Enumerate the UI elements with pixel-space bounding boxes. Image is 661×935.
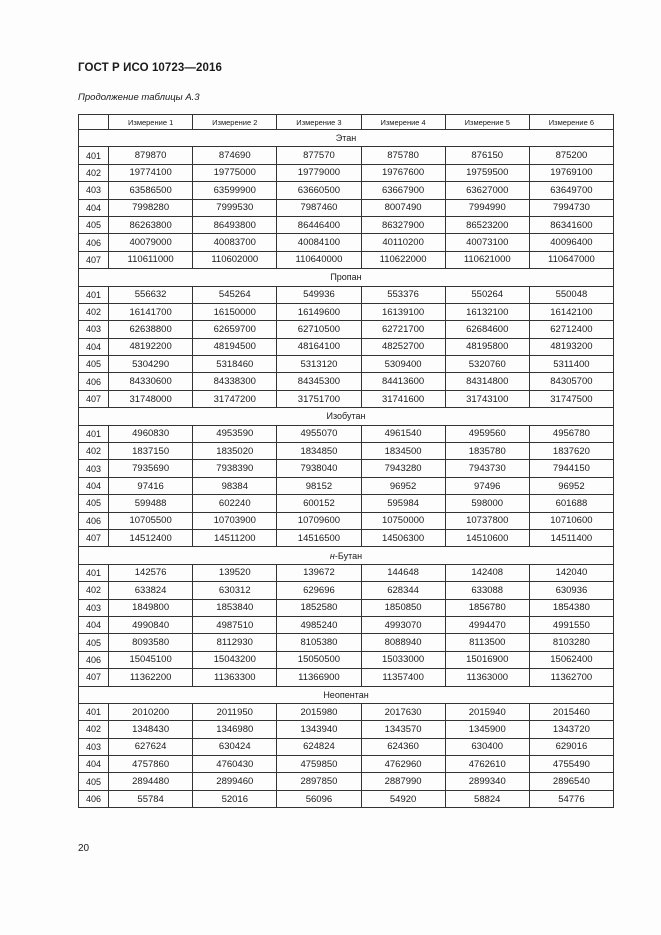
measurement-cell: 56096 xyxy=(277,790,361,807)
measurement-cell: 624824 xyxy=(277,738,361,755)
measurement-cell: 97416 xyxy=(109,477,193,494)
measurement-cell: 15043200 xyxy=(193,651,277,668)
sample-number-cell: 402 xyxy=(79,721,109,738)
group-header-row xyxy=(79,269,614,286)
measurement-cell: 96952 xyxy=(529,477,613,494)
group-name: Пропан xyxy=(79,269,614,286)
measurement-cell: 1856780 xyxy=(445,599,529,616)
measurement-cell: 600152 xyxy=(277,495,361,512)
measurement-cell: 11366900 xyxy=(277,669,361,686)
sample-number-cell: 404 xyxy=(79,199,109,216)
measurement-cell: 5309400 xyxy=(361,356,445,373)
measurement-cell: 1348430 xyxy=(109,721,193,738)
table-row xyxy=(79,199,614,216)
sample-number-cell: 406 xyxy=(79,234,109,251)
group-name: Этан xyxy=(79,130,614,147)
measurement-cell: 16150000 xyxy=(193,303,277,320)
sample-number-cell: 403 xyxy=(79,321,109,338)
measurement-cell: 877570 xyxy=(277,147,361,164)
measurement-cell: 7998280 xyxy=(109,199,193,216)
measurement-cell: 1853840 xyxy=(193,599,277,616)
measurement-cell: 15050500 xyxy=(277,651,361,668)
table-row xyxy=(79,286,614,303)
measurement-cell: 2015460 xyxy=(529,703,613,720)
measurement-cell: 2010200 xyxy=(109,703,193,720)
measurement-cell: 1835780 xyxy=(445,443,529,460)
measurement-cell: 633088 xyxy=(445,582,529,599)
measurement-cell: 31751700 xyxy=(277,390,361,407)
sample-number-cell: 403 xyxy=(79,460,109,477)
measurement-cell: 2899340 xyxy=(445,773,529,790)
measurement-cell: 7943280 xyxy=(361,460,445,477)
table-row xyxy=(79,634,614,651)
measurement-cell: 7987460 xyxy=(277,199,361,216)
group-name: н-Бутан xyxy=(79,547,614,564)
measurement-cell: 40073100 xyxy=(445,234,529,251)
measurement-cell: 10705500 xyxy=(109,512,193,529)
table-row xyxy=(79,164,614,181)
sample-number-cell: 406 xyxy=(79,512,109,529)
measurement-cell: 16142100 xyxy=(529,303,613,320)
measurement-cell: 1834850 xyxy=(277,443,361,460)
sample-number-cell: 405 xyxy=(79,773,109,790)
table-row xyxy=(79,147,614,164)
sample-number-cell: 405 xyxy=(79,216,109,233)
measurement-cell: 14510600 xyxy=(445,529,529,546)
measurement-cell: 63586500 xyxy=(109,182,193,199)
measurement-cell: 1835020 xyxy=(193,443,277,460)
measurement-cell: 1343720 xyxy=(529,721,613,738)
table-row xyxy=(79,599,614,616)
measurement-cell: 11362200 xyxy=(109,669,193,686)
measurement-cell: 62710500 xyxy=(277,321,361,338)
measurement-cell: 15016900 xyxy=(445,651,529,668)
group-header-row xyxy=(79,686,614,703)
measurement-cell: 98152 xyxy=(277,477,361,494)
measurement-cell: 1343940 xyxy=(277,721,361,738)
sample-number-cell: 406 xyxy=(79,790,109,807)
measurement-cell: 110621000 xyxy=(445,251,529,268)
measurement-cell: 10737800 xyxy=(445,512,529,529)
table-row xyxy=(79,529,614,546)
measurement-cell: 1346980 xyxy=(193,721,277,738)
measurement-cell: 19779000 xyxy=(277,164,361,181)
table-row xyxy=(79,651,614,668)
measurement-cell: 2894480 xyxy=(109,773,193,790)
measurement-cell: 630424 xyxy=(193,738,277,755)
measurement-cell: 624360 xyxy=(361,738,445,755)
measurement-cell: 62712400 xyxy=(529,321,613,338)
column-header: Измерение 2 xyxy=(193,115,277,130)
table-header-row xyxy=(79,115,614,130)
measurement-cell: 31748000 xyxy=(109,390,193,407)
table-row xyxy=(79,216,614,233)
sample-number-cell: 402 xyxy=(79,303,109,320)
sample-number-cell: 406 xyxy=(79,651,109,668)
measurement-cell: 48164100 xyxy=(277,338,361,355)
measurement-cell: 48195800 xyxy=(445,338,529,355)
measurement-cell: 7999530 xyxy=(193,199,277,216)
measurement-cell: 110622000 xyxy=(361,251,445,268)
measurement-cell: 48193200 xyxy=(529,338,613,355)
measurement-cell: 63649700 xyxy=(529,182,613,199)
measurement-cell: 602240 xyxy=(193,495,277,512)
measurement-cell: 31747500 xyxy=(529,390,613,407)
measurement-cell: 4987510 xyxy=(193,616,277,633)
table-row xyxy=(79,790,614,807)
table-row xyxy=(79,669,614,686)
measurement-cell: 7944150 xyxy=(529,460,613,477)
table-row xyxy=(79,495,614,512)
measurement-cell: 14511200 xyxy=(193,529,277,546)
table-row xyxy=(79,477,614,494)
measurement-cell: 86523200 xyxy=(445,216,529,233)
measurement-cell: 2015980 xyxy=(277,703,361,720)
sample-number-cell: 404 xyxy=(79,338,109,355)
measurement-cell: 63627000 xyxy=(445,182,529,199)
measurement-cell: 31741600 xyxy=(361,390,445,407)
measurement-cell: 84345300 xyxy=(277,373,361,390)
group-header-row xyxy=(79,130,614,147)
column-header: Измерение 6 xyxy=(529,115,613,130)
measurement-cell: 15045100 xyxy=(109,651,193,668)
measurement-cell: 1849800 xyxy=(109,599,193,616)
measurement-cell: 139672 xyxy=(277,564,361,581)
measurement-cell: 19759500 xyxy=(445,164,529,181)
table-row xyxy=(79,321,614,338)
measurement-cell: 4755490 xyxy=(529,756,613,773)
sample-number-cell: 403 xyxy=(79,599,109,616)
measurement-cell: 4993070 xyxy=(361,616,445,633)
measurement-cell: 8105380 xyxy=(277,634,361,651)
measurement-cell: 15033000 xyxy=(361,651,445,668)
measurement-cell: 11357400 xyxy=(361,669,445,686)
measurement-cell: 98384 xyxy=(193,477,277,494)
measurement-cell: 2017630 xyxy=(361,703,445,720)
measurement-cell: 86341600 xyxy=(529,216,613,233)
measurement-cell: 875200 xyxy=(529,147,613,164)
measurements-table xyxy=(78,114,614,808)
measurement-cell: 19767600 xyxy=(361,164,445,181)
table-row xyxy=(79,616,614,633)
measurement-cell: 1834500 xyxy=(361,443,445,460)
sample-number-cell: 404 xyxy=(79,616,109,633)
table-row xyxy=(79,303,614,320)
column-header xyxy=(79,115,109,130)
measurement-cell: 63660500 xyxy=(277,182,361,199)
table-body xyxy=(79,130,614,808)
measurement-cell: 7994990 xyxy=(445,199,529,216)
measurement-cell: 4955070 xyxy=(277,425,361,442)
table-row xyxy=(79,234,614,251)
table-row xyxy=(79,582,614,599)
measurement-cell: 1837150 xyxy=(109,443,193,460)
sample-number-cell: 407 xyxy=(79,251,109,268)
column-header: Измерение 4 xyxy=(361,115,445,130)
measurement-cell: 62721700 xyxy=(361,321,445,338)
measurement-cell: 1854380 xyxy=(529,599,613,616)
sample-number-cell: 405 xyxy=(79,356,109,373)
measurement-cell: 110611000 xyxy=(109,251,193,268)
measurement-cell: 1343570 xyxy=(361,721,445,738)
measurement-cell: 7938040 xyxy=(277,460,361,477)
measurement-cell: 630400 xyxy=(445,738,529,755)
measurement-cell: 10750000 xyxy=(361,512,445,529)
measurement-cell: 19769100 xyxy=(529,164,613,181)
measurement-cell: 19775000 xyxy=(193,164,277,181)
measurement-cell: 4985240 xyxy=(277,616,361,633)
measurement-cell: 4956780 xyxy=(529,425,613,442)
measurement-cell: 84413600 xyxy=(361,373,445,390)
measurement-cell: 14516500 xyxy=(277,529,361,546)
measurement-cell: 58824 xyxy=(445,790,529,807)
measurement-cell: 1345900 xyxy=(445,721,529,738)
measurement-cell: 630936 xyxy=(529,582,613,599)
measurement-cell: 8093580 xyxy=(109,634,193,651)
measurement-cell: 63667900 xyxy=(361,182,445,199)
measurement-cell: 553376 xyxy=(361,286,445,303)
measurement-cell: 84314800 xyxy=(445,373,529,390)
measurement-cell: 629696 xyxy=(277,582,361,599)
measurement-cell: 11363000 xyxy=(445,669,529,686)
measurement-cell: 599488 xyxy=(109,495,193,512)
measurement-cell: 40083700 xyxy=(193,234,277,251)
measurement-cell: 40110200 xyxy=(361,234,445,251)
measurement-cell: 549936 xyxy=(277,286,361,303)
measurement-cell: 595984 xyxy=(361,495,445,512)
measurement-cell: 40079000 xyxy=(109,234,193,251)
measurement-cell: 4760430 xyxy=(193,756,277,773)
measurement-cell: 598000 xyxy=(445,495,529,512)
measurement-cell: 31747200 xyxy=(193,390,277,407)
measurement-cell: 2887990 xyxy=(361,773,445,790)
measurement-cell: 2899460 xyxy=(193,773,277,790)
measurement-cell: 4960830 xyxy=(109,425,193,442)
table-row xyxy=(79,756,614,773)
measurement-cell: 84338300 xyxy=(193,373,277,390)
measurement-cell: 4991550 xyxy=(529,616,613,633)
measurement-cell: 4990840 xyxy=(109,616,193,633)
measurement-cell: 48194500 xyxy=(193,338,277,355)
measurement-cell: 10710600 xyxy=(529,512,613,529)
measurement-cell: 31743100 xyxy=(445,390,529,407)
measurement-cell: 62638800 xyxy=(109,321,193,338)
measurement-cell: 14512400 xyxy=(109,529,193,546)
sample-number-cell: 401 xyxy=(79,147,109,164)
measurement-cell: 16149600 xyxy=(277,303,361,320)
measurement-cell: 4759850 xyxy=(277,756,361,773)
sample-number-cell: 407 xyxy=(79,390,109,407)
sample-number-cell: 405 xyxy=(79,634,109,651)
measurement-cell: 84330600 xyxy=(109,373,193,390)
measurement-cell: 16141700 xyxy=(109,303,193,320)
measurement-cell: 8007490 xyxy=(361,199,445,216)
measurement-cell: 11363300 xyxy=(193,669,277,686)
table-row xyxy=(79,338,614,355)
measurement-cell: 40096400 xyxy=(529,234,613,251)
measurement-cell: 2011950 xyxy=(193,703,277,720)
measurement-cell: 875780 xyxy=(361,147,445,164)
measurement-cell: 4762610 xyxy=(445,756,529,773)
measurement-cell: 5311400 xyxy=(529,356,613,373)
measurement-cell: 7994730 xyxy=(529,199,613,216)
table-row xyxy=(79,773,614,790)
table-row xyxy=(79,356,614,373)
column-header: Измерение 1 xyxy=(109,115,193,130)
measurement-cell: 110602000 xyxy=(193,251,277,268)
sample-number-cell: 401 xyxy=(79,286,109,303)
sample-number-cell: 404 xyxy=(79,477,109,494)
measurement-cell: 1850850 xyxy=(361,599,445,616)
measurement-cell: 86493800 xyxy=(193,216,277,233)
measurement-cell: 11362700 xyxy=(529,669,613,686)
measurement-cell: 139520 xyxy=(193,564,277,581)
measurement-cell: 550264 xyxy=(445,286,529,303)
table-row xyxy=(79,425,614,442)
measurement-cell: 630312 xyxy=(193,582,277,599)
table-row xyxy=(79,390,614,407)
measurement-cell: 19774100 xyxy=(109,164,193,181)
sample-number-cell: 407 xyxy=(79,669,109,686)
measurement-cell: 96952 xyxy=(361,477,445,494)
measurement-cell: 142576 xyxy=(109,564,193,581)
column-header: Измерение 5 xyxy=(445,115,529,130)
measurement-cell: 556632 xyxy=(109,286,193,303)
measurement-cell: 52016 xyxy=(193,790,277,807)
measurement-cell: 2015940 xyxy=(445,703,529,720)
measurement-cell: 545264 xyxy=(193,286,277,303)
sample-number-cell: 402 xyxy=(79,164,109,181)
measurement-cell: 40084100 xyxy=(277,234,361,251)
measurement-cell: 110647000 xyxy=(529,251,613,268)
measurement-cell: 142040 xyxy=(529,564,613,581)
table-row xyxy=(79,443,614,460)
measurement-cell: 14511400 xyxy=(529,529,613,546)
measurement-cell: 874690 xyxy=(193,147,277,164)
measurement-cell: 16139100 xyxy=(361,303,445,320)
measurement-cell: 62659700 xyxy=(193,321,277,338)
measurement-cell: 144648 xyxy=(361,564,445,581)
measurement-cell: 48252700 xyxy=(361,338,445,355)
measurement-cell: 5304290 xyxy=(109,356,193,373)
sample-number-cell: 402 xyxy=(79,443,109,460)
measurement-cell: 84305700 xyxy=(529,373,613,390)
measurement-cell: 4953590 xyxy=(193,425,277,442)
measurement-cell: 4757860 xyxy=(109,756,193,773)
sample-number-cell: 407 xyxy=(79,529,109,546)
measurement-cell: 54776 xyxy=(529,790,613,807)
table-row xyxy=(79,251,614,268)
sample-number-cell: 401 xyxy=(79,564,109,581)
table-row xyxy=(79,738,614,755)
document-header: ГОСТ Р ИСО 10723—2016 xyxy=(78,62,223,74)
measurement-cell: 629016 xyxy=(529,738,613,755)
measurement-cell: 86446400 xyxy=(277,216,361,233)
sample-number-cell: 401 xyxy=(79,703,109,720)
page-number: 20 xyxy=(78,843,90,854)
sample-number-cell: 404 xyxy=(79,756,109,773)
measurement-cell: 4959560 xyxy=(445,425,529,442)
table-row xyxy=(79,564,614,581)
measurement-cell: 16132100 xyxy=(445,303,529,320)
group-name: Изобутан xyxy=(79,408,614,425)
measurement-cell: 86263800 xyxy=(109,216,193,233)
measurement-cell: 62684600 xyxy=(445,321,529,338)
measurement-cell: 48192200 xyxy=(109,338,193,355)
measurement-cell: 2896540 xyxy=(529,773,613,790)
group-header-row xyxy=(79,408,614,425)
sample-number-cell: 406 xyxy=(79,373,109,390)
measurement-cell: 628344 xyxy=(361,582,445,599)
measurement-cell: 8088940 xyxy=(361,634,445,651)
column-header: Измерение 3 xyxy=(277,115,361,130)
measurement-cell: 633824 xyxy=(109,582,193,599)
measurement-cell: 54920 xyxy=(361,790,445,807)
measurement-cell: 550048 xyxy=(529,286,613,303)
table-row xyxy=(79,721,614,738)
sample-number-cell: 402 xyxy=(79,582,109,599)
table-row xyxy=(79,373,614,390)
measurement-cell: 1837620 xyxy=(529,443,613,460)
measurement-cell: 8112930 xyxy=(193,634,277,651)
table-row xyxy=(79,182,614,199)
measurement-cell: 8103280 xyxy=(529,634,613,651)
measurement-cell: 110640000 xyxy=(277,251,361,268)
measurement-cell: 8113500 xyxy=(445,634,529,651)
measurement-cell: 10709600 xyxy=(277,512,361,529)
measurement-cell: 1852580 xyxy=(277,599,361,616)
measurement-cell: 2897850 xyxy=(277,773,361,790)
measurement-cell: 601688 xyxy=(529,495,613,512)
measurement-cell: 879870 xyxy=(109,147,193,164)
measurement-cell: 14506300 xyxy=(361,529,445,546)
measurement-cell: 5318460 xyxy=(193,356,277,373)
measurement-cell: 7935690 xyxy=(109,460,193,477)
measurement-cell: 55784 xyxy=(109,790,193,807)
measurement-cell: 7938390 xyxy=(193,460,277,477)
group-header-row xyxy=(79,547,614,564)
sample-number-cell: 401 xyxy=(79,425,109,442)
group-name: Неопентан xyxy=(79,686,614,703)
table-caption: Продолжение таблицы А.3 xyxy=(78,92,200,103)
measurement-cell: 4994470 xyxy=(445,616,529,633)
sample-number-cell: 405 xyxy=(79,495,109,512)
measurement-cell: 627624 xyxy=(109,738,193,755)
table-row xyxy=(79,460,614,477)
measurement-cell: 86327900 xyxy=(361,216,445,233)
measurement-cell: 4961540 xyxy=(361,425,445,442)
measurement-cell: 10703900 xyxy=(193,512,277,529)
measurement-cell: 5320760 xyxy=(445,356,529,373)
measurement-cell: 876150 xyxy=(445,147,529,164)
measurement-cell: 7943730 xyxy=(445,460,529,477)
sample-number-cell: 403 xyxy=(79,738,109,755)
measurement-cell: 15062400 xyxy=(529,651,613,668)
measurement-cell: 142408 xyxy=(445,564,529,581)
measurement-cell: 97496 xyxy=(445,477,529,494)
measurement-cell: 4762960 xyxy=(361,756,445,773)
sample-number-cell: 403 xyxy=(79,182,109,199)
measurement-cell: 63599900 xyxy=(193,182,277,199)
measurement-cell: 5313120 xyxy=(277,356,361,373)
table-row xyxy=(79,512,614,529)
table-row xyxy=(79,703,614,720)
